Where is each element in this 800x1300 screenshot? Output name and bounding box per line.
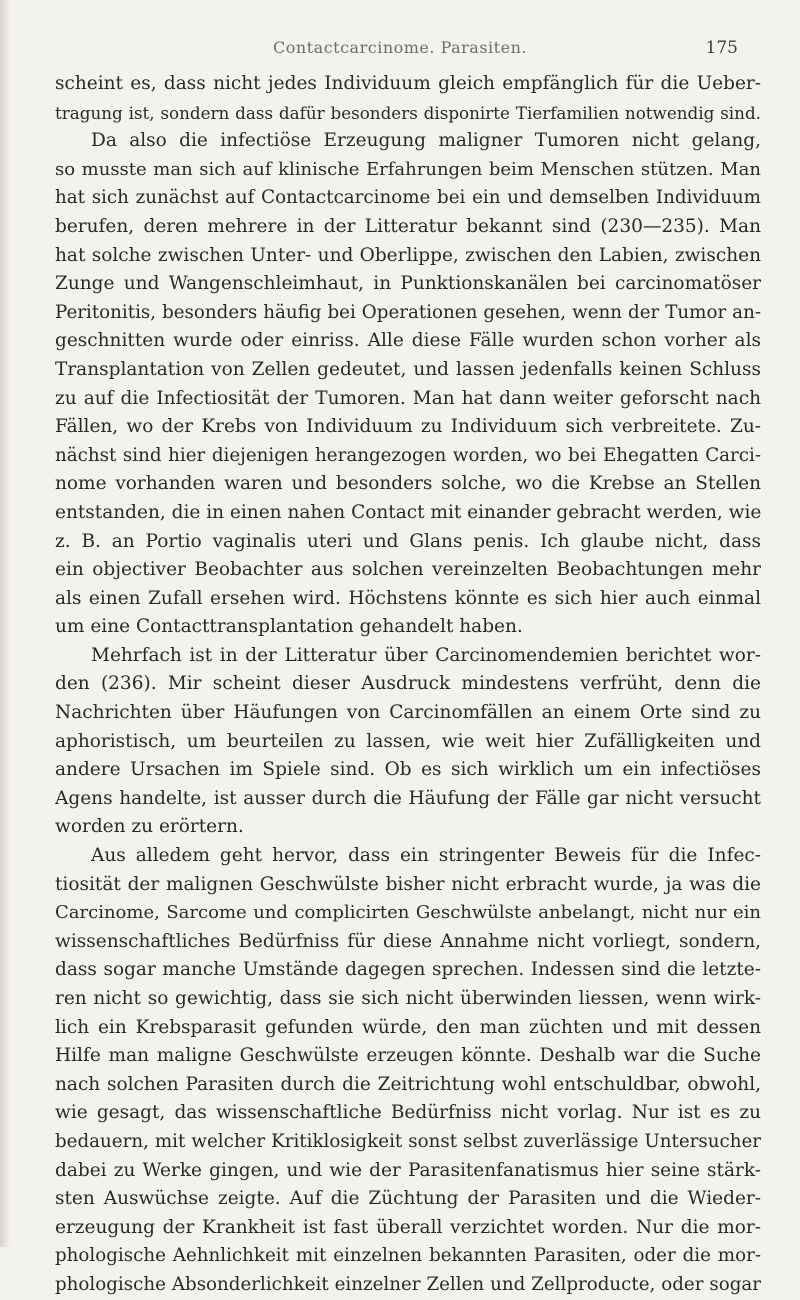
text-line: tiosität der malignen Geschwülste bisher nicht erbracht wurde, ja was die: [55, 873, 761, 895]
text-line: andere Ursachen im Spiele sind. Ob es sich wirklich um ein infectiöses: [55, 759, 761, 781]
text-line: hat solche zwischen Unter- und Oberlippe, zwischen den Labien, zwischen: [55, 244, 761, 266]
text-line: Aus alledem geht hervor, dass ein stringenter Beweis für die Infec-: [91, 845, 761, 867]
text-line: erzeugung der Krankheit ist fast überall verzichtet worden. Nur die mor-: [55, 1216, 761, 1238]
text-line: ren nicht so gewichtig, dass sie sich nicht überwinden liessen, wenn wirk-: [55, 988, 761, 1009]
text-line: Transplantation von Zellen gedeutet, und lassen jedenfalls keinen Schluss: [55, 358, 761, 380]
text-line: Mehrfach ist in der Litteratur über Carcinomendemien berichtet wor-: [91, 644, 761, 666]
text-line: wie gesagt, das wissenschaftliche Bedürfniss nicht vorlag. Nur ist es zu: [55, 1102, 761, 1124]
text-line: wissenschaftliches Bedürfniss für diese Annahme nicht vorliegt, sondern,: [55, 930, 761, 952]
text-line: scheint es, dass nicht jedes Individuum gleich empfänglich für die Ueber-: [55, 73, 761, 94]
text-line: bedauern, mit welcher Kritiklosigkeit sonst selbst zuverlässige Untersucher: [55, 1130, 761, 1152]
text-line: nach solchen Parasiten durch die Zeitrichtung wohl entschuldbar, obwohl,: [55, 1073, 761, 1095]
page-number: 175: [705, 38, 738, 58]
text-line: geschnitten wurde oder einriss. Alle diese Fälle wurden schon vorher als: [55, 330, 761, 352]
text-line: lich ein Krebsparasit gefunden würde, den man züchten und mit dessen: [55, 1016, 761, 1038]
text-line: nächst sind hier diejenigen herangezogen worden, wo bei Ehegatten Carci-: [55, 444, 761, 466]
text-line: z. B. an Portio vaginalis uteri und Glans penis. Ich glaube nicht, dass: [55, 530, 761, 552]
text-line: Nachrichten über Häufungen von Carcinomfällen an einem Orte sind zu: [55, 702, 761, 724]
text-line: nome vorhanden waren und besonders solche, wo die Krebse an Stellen: [55, 473, 761, 495]
text-line: Da also die infectiöse Erzeugung maligner Tumoren nicht gelang,: [91, 130, 761, 152]
text-line: tragung ist, sondern dass dafür besonders disponirte Tierfamilien notwendig sind.: [55, 102, 761, 123]
page-edge-shadow: [0, 0, 10, 1247]
text-line: hat sich zunächst auf Contactcarcinome bei ein und demselben Individuum: [55, 187, 761, 209]
text-line: sten Auswüchse zeigte. Auf die Züchtung der Parasiten und die Wieder-: [55, 1188, 761, 1210]
text-line: so musste man sich auf klinische Erfahrungen beim Menschen stützen. Man: [55, 158, 761, 180]
text-line: phologische Absonderlichkeit einzelner Zellen und Zellproducte, oder sogar: [55, 1273, 761, 1295]
body-text: [55, 70, 761, 1300]
text-line: dabei zu Werke gingen, und wie der Parasitenfanatismus hier seine stärk-: [55, 1159, 761, 1181]
text-line: ein objectiver Beobachter aus solchen vereinzelten Beobachtungen mehr: [55, 559, 761, 581]
text-line: entstanden, die in einen nahen Contact mit einander gebracht werden, wie: [55, 501, 762, 523]
text-line: zu auf die Infectiosität der Tumoren. Man hat dann weiter geforscht nach: [55, 387, 761, 409]
text-line: berufen, deren mehrere in der Litteratur bekannt sind (230—235). Man: [55, 215, 761, 237]
text-line: um eine Contacttransplantation gehandelt haben.: [55, 616, 523, 638]
text-line: Carcinome, Sarcome und complicirten Geschwülste anbelangt, nicht nur ein: [55, 902, 761, 924]
text-line: Peritonitis, besonders häufig bei Operationen gesehen, wenn der Tumor an-: [55, 301, 761, 323]
text-line: Hilfe man maligne Geschwülste erzeugen könnte. Deshalb war die Suche: [55, 1045, 761, 1067]
running-head: [0, 38, 800, 60]
text-line: phologische Aehnlichkeit mit einzelnen bekannten Parasiten, oder die mor-: [55, 1245, 761, 1267]
text-line: aphoristisch, um beurteilen zu lassen, wie weit hier Zufälligkeiten und: [55, 730, 761, 752]
text-line: Fällen, wo der Krebs von Individuum zu Individuum sich verbreitete. Zu-: [55, 416, 761, 438]
running-head-title: Contactcarcinome. Parasiten.: [273, 38, 527, 57]
text-line: Agens handelte, ist ausser durch die Häufung der Fälle gar nicht versucht: [55, 787, 761, 809]
text-line: Zunge und Wangenschleimhaut, in Punktionskanälen bei carcinomatöser: [55, 273, 761, 295]
text-line: als einen Zufall ersehen wird. Höchstens könnte es sich hier auch einmal: [55, 587, 761, 609]
text-line: dass sogar manche Umstände dagegen sprechen. Indessen sind die letzte-: [55, 959, 761, 981]
text-line: den (236). Mir scheint dieser Ausdruck mindestens verfrüht, denn die: [55, 673, 761, 695]
text-line: worden zu erörtern.: [55, 816, 244, 838]
